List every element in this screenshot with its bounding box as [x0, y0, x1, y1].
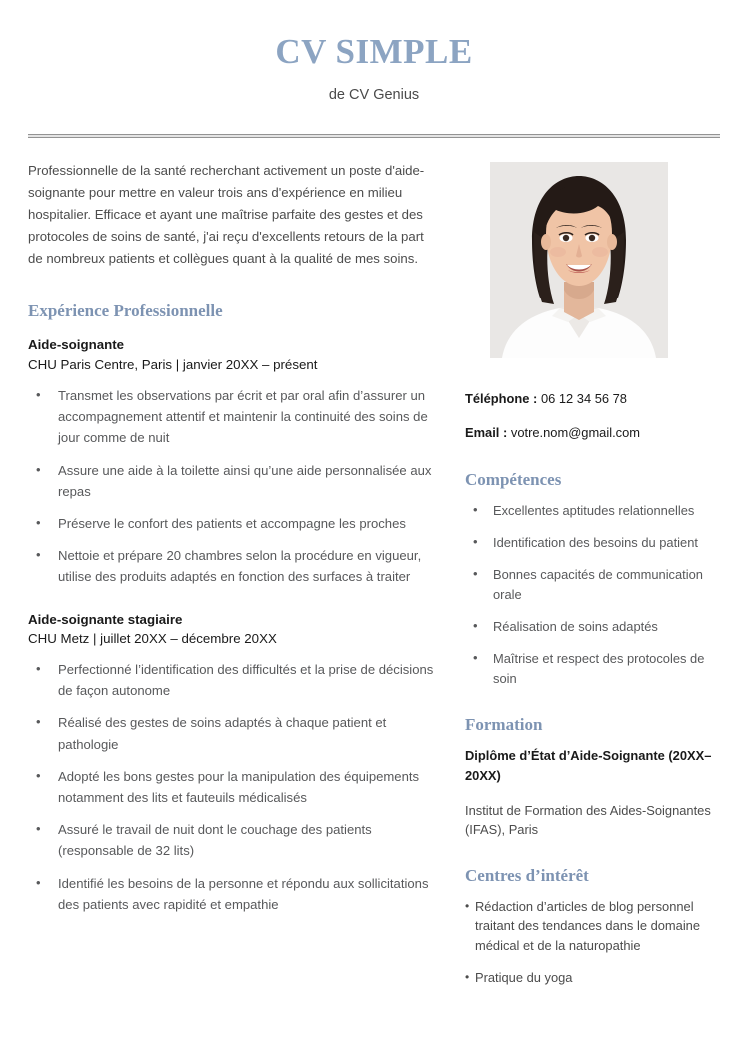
interests-section [465, 866, 720, 988]
contact-block [465, 389, 720, 443]
section-heading-skills: Compétences [465, 470, 562, 490]
skill-item: • Maîtrise et respect des protocoles de soin [465, 649, 720, 689]
interest-item: • Rédaction d’articles de blog personnel traitant des tendances dans le domaine médical et de la naturopathie [465, 897, 720, 956]
job-bullet: • Adopté les bons gestes pour la manipulation des équipements notamment des lits et fauteuils médicalisés [28, 766, 438, 808]
job-bullet: • Réalisé des gestes de soins adaptés à chaque patient et pathologie [28, 712, 438, 754]
job-bullet: • Assuré le travail de nuit dont le couchage des patients (responsable de 32 lits) [28, 819, 438, 861]
resume-body [28, 138, 720, 1002]
job-bullet: • Perfectionné l’identification des difficultés et la prise de décisions de façon autonome [28, 659, 438, 701]
job-bullet: • Transmet les observations par écrit et par oral afin d’assurer un accompagnement attentif et maintenir la continuité des soins de jour comme de nuit [28, 385, 438, 449]
education-degree: Diplôme d’État d’Aide-Soignante (20XX–20XX) [465, 748, 712, 783]
job-bullet: • Assure une aide à la toilette ainsi qu’une aide personnalisée aux repas [28, 460, 438, 502]
section-heading-education: Formation [465, 715, 543, 735]
job-title: Aide-soignante [28, 337, 125, 353]
interests-list [465, 897, 720, 988]
job-bullet: • Nettoie et prépare 20 chambres selon la procédure en vigueur, utilise des produits adaptés en fonction des surfaces à traiter [28, 545, 438, 587]
skill-item: • Réalisation de soins adaptés [465, 617, 720, 637]
job-meta: CHU Metz | juillet 20XX – décembre 20XX [28, 630, 277, 646]
resume-header [28, 0, 720, 103]
job-meta: CHU Paris Centre, Paris | janvier 20XX – présent [28, 356, 318, 372]
interest-item: • Pratique du yoga [465, 968, 720, 988]
section-heading-interests: Centres d’intérêt [465, 865, 589, 885]
job-bullet-list [28, 385, 438, 588]
portrait-illustration [490, 162, 668, 358]
job-bullet: • Identifié les besoins de la personne et répondu aux sollicitations des patients avec rapidité et empathie [28, 873, 438, 915]
phone-label: Téléphone : [465, 390, 538, 406]
left-column [28, 160, 460, 916]
phone-line [465, 389, 720, 408]
job-title: Aide-soignante stagiaire [28, 611, 183, 627]
education-section [465, 715, 720, 839]
profile-photo [490, 162, 668, 358]
skill-item: • Excellentes aptitudes relationnelles [465, 501, 720, 521]
professional-summary: Professionnelle de la santé recherchant activement un poste d'aide-soignante pour mettre en valeur trois ans d'expérience en milieu hospitalier. Efficace et ayant une maîtrise parfaite des gestes et des protocoles de soins de santé, j'ai reçu d'excellents retours de la part de nombreux patients et collègues quant à la qualité de mes soins. [28, 162, 425, 267]
phone-value: 06 12 34 56 78 [540, 390, 627, 406]
experience-entry-1 [28, 335, 438, 587]
email-value[interactable]: votre.nom@gmail.com [510, 424, 641, 440]
skill-item: • Bonnes capacités de communication orale [465, 565, 720, 605]
page-subtitle: de CV Genius [328, 86, 420, 103]
job-bullet-list [28, 659, 438, 915]
email-label: Email : [465, 424, 508, 440]
email-line [465, 423, 720, 442]
education-school: Institut de Formation des Aides-Soignantes (IFAS), Paris [465, 802, 711, 838]
skill-item: • Identification des besoins du patient [465, 533, 720, 553]
skills-section [465, 470, 720, 689]
right-column [460, 160, 720, 1002]
skills-list [465, 501, 720, 689]
job-bullet: • Préserve le confort des patients et accompagne les proches [28, 513, 438, 534]
section-heading-experience: Expérience Professionnelle [28, 301, 223, 321]
page-title: CV SIMPLE [275, 32, 473, 71]
experience-entry-2 [28, 610, 438, 916]
